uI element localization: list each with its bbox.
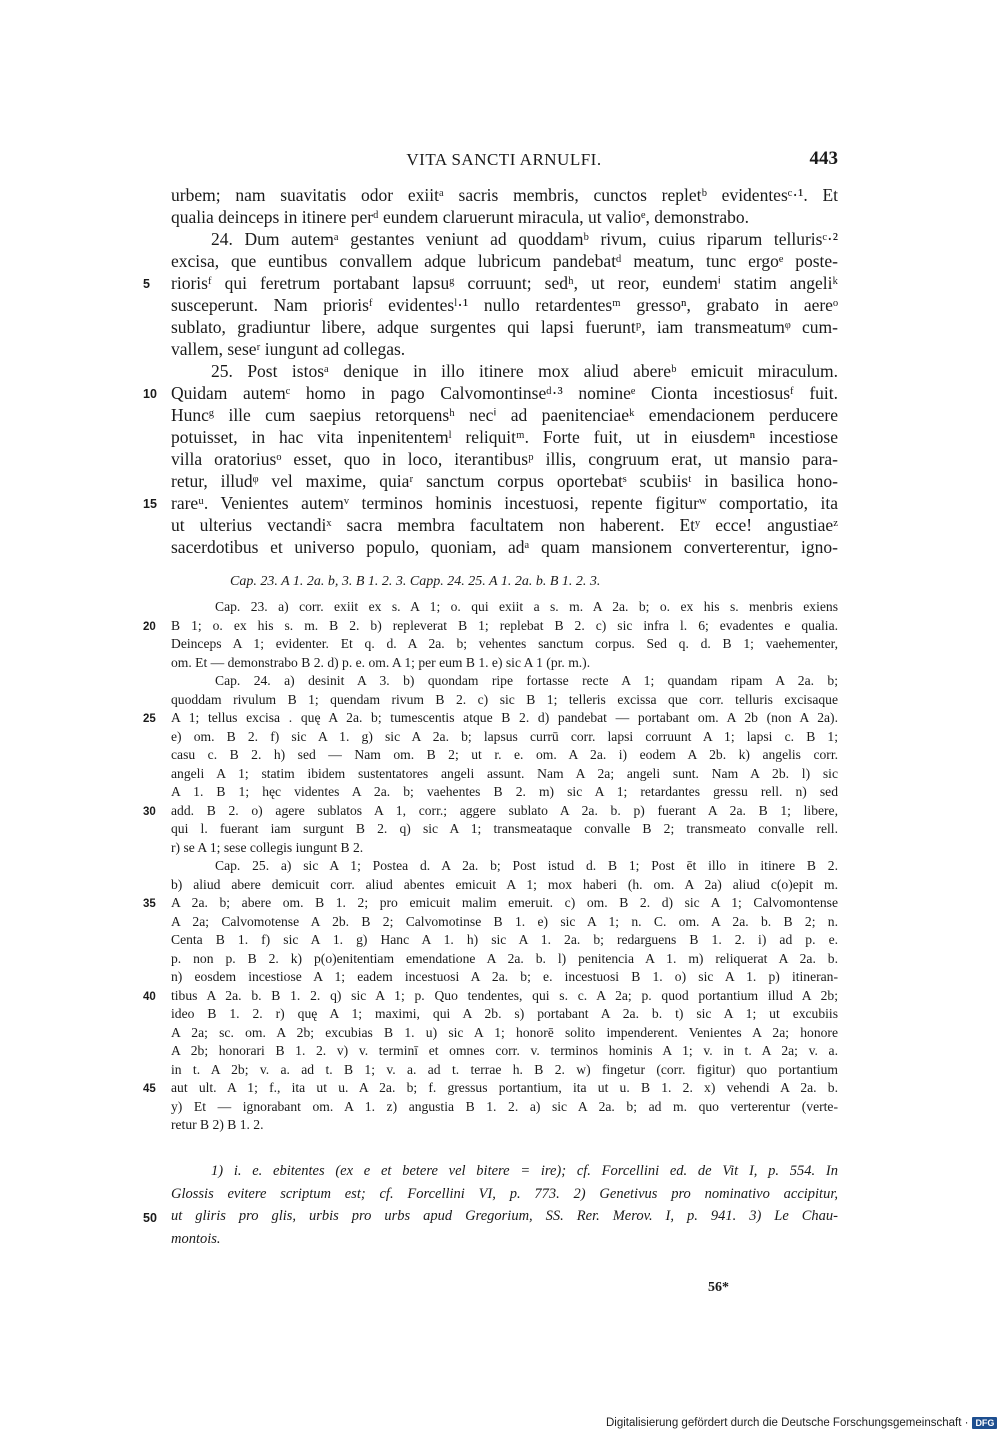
line-text: in t. A 2b; v. a. ad t. B 1; v. a. ad t. terrae h. B 2. w) fingetur (corr. figitur) quo portantium	[171, 1061, 838, 1077]
line-text: Cap. 25. a) sic A 1; Postea d. A 2a. b; Post istud d. B 1; Post ēt illo in itinere B 2.	[215, 858, 838, 873]
critical-apparatus	[143, 598, 838, 1135]
text-line	[171, 360, 838, 382]
line-text: A 2a; Calvomotense A 2b. B 2; Calvomotinse B 1. e) sic A 1; n. C. om. A 2a. b. B 2; n.	[171, 913, 838, 929]
text-line	[171, 316, 838, 338]
footnote-line	[143, 1205, 838, 1228]
line-text: Centa B 1. f) sic A 1. g) Hanc A 1. h) sic A 1. 2a. b; redarguens B 1. 2. i) ad p. e.	[171, 932, 838, 947]
line-text: 25. Post istosᵃ denique in illo itinere mox aliud abereᵇ emicuit miraculum.	[211, 361, 838, 381]
apparatus-line	[171, 1005, 838, 1024]
line-text: p. non p. B 2. k) p(o)enitentiam emendatione A 2a. b. l) penitencia A 1. m) reliquerat A 2a. b.	[171, 950, 838, 966]
apparatus-line	[171, 1061, 838, 1080]
line-text: r) se A 1; sese collegis iungunt B 2.	[171, 839, 364, 855]
line-number: 35	[143, 898, 156, 910]
text-line	[171, 338, 838, 360]
apparatus-line	[171, 1116, 838, 1135]
apparatus-line	[171, 950, 838, 969]
line-number: 20	[143, 620, 156, 633]
line-text: y) Et — ignorabant om. A 1. z) angustia B 1. 2. a) sic A 2a. b; ad m. quo verterentur (verte-	[171, 1098, 838, 1114]
dfg-credit-text: Digitalisierung gefördert durch die Deutsche Forschungsgemeinschaft ·	[606, 1417, 969, 1429]
apparatus-line	[171, 820, 838, 839]
line-number: 10	[143, 387, 157, 401]
line-text: om. Et — demonstrabo B 2. d) p. e. om. A 1; per eum B 1. e) sic A 1 (pr. m.).	[171, 654, 591, 670]
apparatus-line	[171, 876, 838, 895]
line-text: riorisᶠ qui feretrum portabant lapsuᵍ corruunt; sedʰ, ut reor, eundemⁱ statim angeliᵏ	[171, 273, 838, 293]
line-text: A 1; tellus excisa . quę A 2a. b; tumescentis atque B 2. d) pandebat — portabant om. A 2b (non A 2a).	[171, 710, 838, 725]
line-text: Huncᵍ ille cum saepius retorquensʰ necⁱ ad paenitenciaeᵏ emendacionem perducere	[171, 405, 838, 425]
footnotes	[143, 1160, 838, 1250]
line-text: sublato, gradiuntur libere, adque surgentes qui lapsi fueruntᵖ, iam transmeatumᵠ cum-	[171, 317, 838, 337]
apparatus-line	[171, 598, 838, 617]
line-text: A 1. B 1; hęc videntes A 2a. b; vaehentes B 2. m) sic A 1; retardantes gressu rell. n) sed	[171, 784, 838, 799]
text-line	[171, 206, 838, 228]
line-text: Glossis evitere scriptum est; cf. Forcellini VI, p. 773. 2) Genetivus pro nominativo accipitur,	[171, 1185, 838, 1202]
footnote-line	[171, 1160, 838, 1183]
line-text: potuisset, in hac vita inpenitentemˡ reliquitᵐ. Forte fuit, ut in eiusdemⁿ incestiose	[171, 427, 838, 447]
line-text: A 2a; sc. om. A 2b; excubias B 1. u) sic A 1; honorē solito impenderent. Venientes A 2a; honore	[171, 1024, 838, 1040]
dfg-credit-bar	[606, 1415, 997, 1431]
page-header	[170, 150, 838, 174]
apparatus-line	[171, 1042, 838, 1061]
apparatus-line	[171, 783, 838, 802]
line-text: retur B 2) B 1. 2.	[171, 1117, 264, 1132]
page-number: 443	[809, 148, 838, 169]
apparatus-line	[171, 635, 838, 654]
apparatus-line	[171, 672, 838, 691]
line-text: casu c. B 2. h) sed — Nam om. B 2; ut r. e. om. A 2a. i) eodem A 2b. k) angelis corr.	[171, 747, 838, 762]
apparatus-line	[143, 894, 838, 913]
apparatus-line	[143, 987, 838, 1006]
text-line	[171, 470, 838, 492]
line-text: Cap. 23. a) corr. exiit ex s. A 1; o. qui exiit a s. m. A 2a. b; o. ex his s. menbris exiens	[215, 599, 838, 614]
line-number: 45	[143, 1083, 156, 1095]
line-text: e) om. B 2. f) sic A 1. g) sic A 2a. b; lapsus currū corr. lapsi corruunt A 1; lapsi c. B 1;	[171, 728, 838, 744]
line-text: rareᵘ. Venientes autemᵛ terminos hominis incestuosi, repente figiturʷ comportatio, ita	[171, 493, 838, 513]
line-text: vallem, seseʳ iungunt ad collegas.	[171, 339, 406, 359]
line-number: 50	[143, 1211, 157, 1225]
line-text: Quidam autemᶜ homo in pago Calvomontinseᵈ·³ nomineᵉ Cionta incestiosusᶠ fuit.	[171, 383, 838, 403]
text-line	[171, 294, 838, 316]
apparatus-line	[171, 654, 838, 673]
line-text: angeli A 1; statim ibidem sustentatores angeli assunt. Nam A 2a; angeli sunt. Nam A 2b. l) sic	[171, 765, 838, 781]
text-line	[171, 228, 838, 250]
text-line	[143, 382, 838, 404]
main-text-body	[143, 184, 838, 558]
line-text: qualia deinceps in itinere perᵈ eundem claruerunt miracula, ut valioᵉ, demonstrabo.	[171, 207, 749, 227]
apparatus-line	[171, 839, 838, 858]
line-text: A 2a. b; abere om. B 1. 2; pro emicuit malim emeruit. c) om. B 2. d) sic A 1; Calvomontense	[171, 895, 838, 910]
line-text: urbem; nam suavitatis odor exiitᵃ sacris membris, cunctos repletᵇ evidentesᶜ·¹. Et	[171, 185, 838, 205]
line-text: qui l. fuerant iam surgunt B 2. q) sic A 1; transmeataque convalle B 2; transmeato convalle rell.	[171, 821, 838, 836]
text-line	[171, 250, 838, 272]
line-text: quoddam rivulum B 1; quendam rivum B 2. c) sic B 1; telleris excissa que corr. telluris excisaque	[171, 691, 838, 707]
line-text: tibus A 2a. b. B 1. 2. q) sic A 1; p. Quo tendentes, qui s. c. A 2a; p. quod portantium illud A 2b;	[171, 987, 838, 1003]
apparatus-line	[171, 1098, 838, 1117]
apparatus-line	[171, 913, 838, 932]
line-text: 24. Dum autemᵃ gestantes veniunt ad quoddamᵇ rivum, cuius riparum tellurisᶜ·²	[211, 229, 838, 249]
line-text: retur, illudᵠ vel maxime, quiaʳ sanctum corpus oportebatˢ scubiisᵗ in basilica hono-	[171, 471, 838, 491]
apparatus-line	[171, 728, 838, 747]
apparatus-line	[171, 691, 838, 710]
line-number: 40	[143, 990, 156, 1003]
apparatus-line	[143, 617, 838, 636]
line-number: 15	[143, 497, 157, 511]
printer-signature: 56*	[708, 1280, 729, 1295]
text-line	[171, 514, 838, 536]
text-line	[143, 272, 838, 294]
line-text: aut ult. A 1; f., ita ut u. A 2a. b; f. gressus portantium, ita ut u. B 1. 2. x) vehendi A 2a. b.	[171, 1080, 838, 1095]
text-line	[171, 448, 838, 470]
line-text: 1) i. e. ebitentes (ex e et betere vel bitere = ire); cf. Forcellini ed. de Vit I, p. 554. In	[211, 1163, 838, 1179]
line-text: b) aliud abere demicuit corr. aliud abentes emicuit A 1; mox haberi (h. om. A 2a) aliud c(o)epit m.	[171, 876, 838, 892]
text-line	[171, 426, 838, 448]
line-text: montois.	[171, 1230, 221, 1247]
apparatus-line	[171, 746, 838, 765]
apparatus-line	[143, 802, 838, 821]
text-line	[143, 492, 838, 514]
dfg-logo: DFG	[972, 1417, 997, 1429]
apparatus-line	[171, 968, 838, 987]
line-text: susceperunt. Nam priorisᶠ evidentesˡ·¹ nullo retardentesᵐ gressoⁿ, grabato in aereᵒ	[171, 295, 838, 315]
line-number: 5	[143, 277, 150, 291]
apparatus-line	[171, 765, 838, 784]
line-text: ut ulterius vectandiˣ sacra membra facultatem non haberent. Etʸ ecce! angustiaeᶻ	[171, 515, 838, 535]
line-text: ideo B 1. 2. r) quę A 1; maximi, qui A 2b. s) portabant A 2a. b. t) sic A 1; ut excubiis	[171, 1006, 838, 1021]
footnote-line	[171, 1183, 838, 1206]
manuscript-sigla-line: Cap. 23. A 1. 2a. b, 3. B 1. 2. 3. Capp. 24. 25. A 1. 2a. b. B 1. 2. 3.	[230, 574, 601, 589]
text-line	[171, 184, 838, 206]
line-text: Deinceps A 1; evidenter. Et q. d. A 2a. b; vehentes sanctum corpus. Sed q. d. B 1; vaehementer,	[171, 636, 838, 651]
line-number: 25	[143, 713, 156, 725]
line-text: villa oratoriusᵒ esset, quo in loco, iterantibusᵖ illis, congruum erat, ut mansio para-	[171, 449, 838, 469]
line-text: ut gliris pro glis, urbis pro urbs apud Gregorium, SS. Rer. Merov. I, p. 941. 3) Le Chau-	[171, 1208, 838, 1224]
line-text: excisa, que euntibus convallem adque lubricum pandebatᵈ meatum, tunc ergoᵉ poste-	[171, 251, 838, 271]
apparatus-line	[171, 857, 838, 876]
apparatus-line	[143, 709, 838, 728]
line-text: n) eosdem incestiose A 1; eadem incestuosi A 2a. b; e. incestuosi B 1. o) sic A 1. p) itineran-	[171, 969, 838, 984]
line-text: Cap. 24. a) desinit A 3. b) quondam ripe fortasse recte A 1; quandam ripam A 2a. b;	[215, 673, 838, 688]
apparatus-line	[143, 1079, 838, 1098]
line-text: sacerdotibus et universo populo, quoniam, adᵃ quam mansionem converterentur, igno-	[171, 537, 838, 557]
line-text: B 1; o. ex his s. m. B 2. b) repleverat B 1; replebat B 2. c) sic infra l. 6; evadentes e qualia.	[171, 617, 838, 633]
text-line	[171, 536, 838, 558]
apparatus-line	[171, 931, 838, 950]
line-number: 30	[143, 805, 156, 818]
line-text: A 2b; honorari B 1. 2. v) v. terminī et omnes corr. v. terminos hominis A 1; v. in t. A 2a; v. a.	[171, 1043, 838, 1058]
apparatus-line	[171, 1024, 838, 1043]
text-line	[171, 404, 838, 426]
running-title: VITA SANCTI ARNULFI.	[406, 150, 602, 169]
line-text: add. B 2. o) agere sublatos A 1, corr.; aggere sublato A 2a. b. p) fuerant A 2a. B 1; libere,	[171, 802, 838, 818]
footnote-line	[171, 1228, 838, 1251]
